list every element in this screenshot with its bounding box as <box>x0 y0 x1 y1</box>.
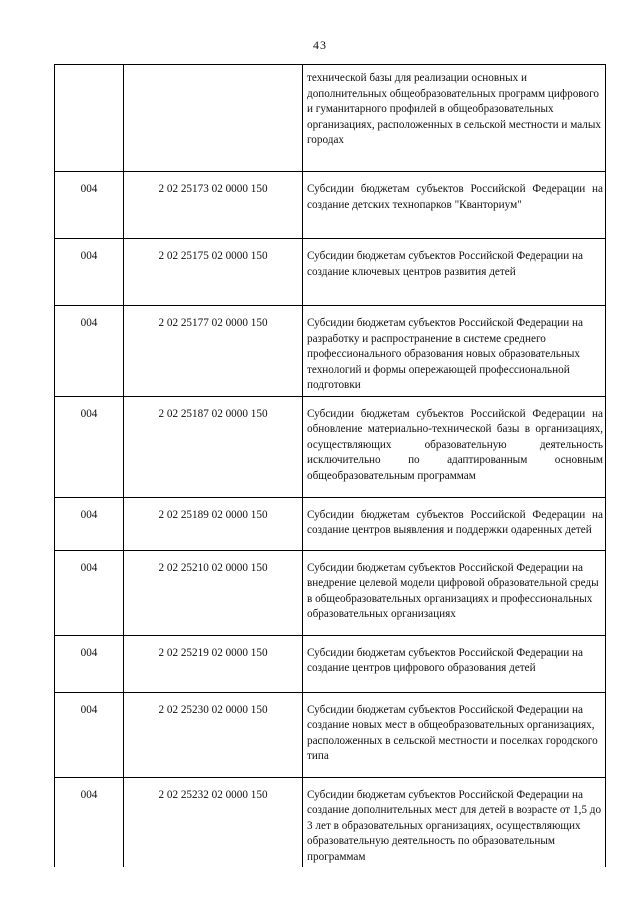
income-name-cell: Субсидии бюджетам субъектов Российской Федерации на создание новых мест в общеобразовательных организациях, расположенных в сельской местности и поселках городского типа <box>303 692 606 777</box>
income-name-cell: Субсидии бюджетам субъектов Российской Федерации на создание центров выявления и поддержки одаренных детей <box>303 497 606 550</box>
admin-code-cell: 004 <box>55 550 124 635</box>
table-row <box>55 65 606 172</box>
table-row <box>55 692 606 777</box>
table-row <box>55 550 606 635</box>
income-name-cell: Субсидии бюджетам субъектов Российской Федерации на создание центров цифрового образования детей <box>303 635 606 692</box>
table-row <box>55 306 606 397</box>
admin-code-cell <box>55 65 124 172</box>
budget-code-cell: 2 02 25187 02 0000 150 <box>124 396 303 497</box>
budget-code-cell <box>124 65 303 172</box>
page-number: 43 <box>313 38 327 52</box>
budget-code-cell: 2 02 25232 02 0000 150 <box>124 777 303 867</box>
admin-code-cell: 004 <box>55 396 124 497</box>
income-name-cell: Субсидии бюджетам субъектов Российской Федерации на создание детских технопарков "Кванториум" <box>303 172 606 239</box>
table-row <box>55 396 606 497</box>
budget-code-cell: 2 02 25230 02 0000 150 <box>124 692 303 777</box>
budget-code-cell: 2 02 25175 02 0000 150 <box>124 239 303 306</box>
income-name-cell: Субсидии бюджетам субъектов Российской Федерации на обновление материально-технической базы в организациях, осуществляющих образовательную деятельность исключительно по адаптированным основным общеобразовательным программам <box>303 396 606 497</box>
budget-code-cell: 2 02 25210 02 0000 150 <box>124 550 303 635</box>
income-classification-table <box>54 64 606 867</box>
table-row <box>55 172 606 239</box>
table-row <box>55 635 606 692</box>
admin-code-cell: 004 <box>55 635 124 692</box>
admin-code-cell: 004 <box>55 497 124 550</box>
table-row <box>55 239 606 306</box>
income-name-cell: Субсидии бюджетам субъектов Российской Федерации на внедрение целевой модели цифровой образовательной среды в общеобразовательных организациях и профессиональных образовательных организациях <box>303 550 606 635</box>
budget-code-cell: 2 02 25173 02 0000 150 <box>124 172 303 239</box>
budget-code-cell: 2 02 25177 02 0000 150 <box>124 306 303 397</box>
budget-code-cell: 2 02 25219 02 0000 150 <box>124 635 303 692</box>
admin-code-cell: 004 <box>55 239 124 306</box>
table-row <box>55 777 606 867</box>
admin-code-cell: 004 <box>55 306 124 397</box>
income-name-cell: Субсидии бюджетам субъектов Российской Федерации на создание дополнительных мест для детей в возрасте от 1,5 до 3 лет в образовательных организациях, осуществляющих образовательную деятельность по образовательным программам <box>303 777 606 867</box>
admin-code-cell: 004 <box>55 692 124 777</box>
income-name-cell: технической базы для реализации основных и дополнительных общеобразовательных программ цифрового и гуманитарного профилей в общеобразовательных организациях, расположенных в сельской местности и малых городах <box>303 65 606 172</box>
income-name-cell: Субсидии бюджетам субъектов Российской Федерации на создание ключевых центров развития детей <box>303 239 606 306</box>
income-name-cell: Субсидии бюджетам субъектов Российской Федерации на разработку и распространение в системе среднего профессионального образования новых образовательных технологий и формы опережающей профессиональной подготовки <box>303 306 606 397</box>
admin-code-cell: 004 <box>55 777 124 867</box>
table-row <box>55 497 606 550</box>
admin-code-cell: 004 <box>55 172 124 239</box>
budget-code-cell: 2 02 25189 02 0000 150 <box>124 497 303 550</box>
